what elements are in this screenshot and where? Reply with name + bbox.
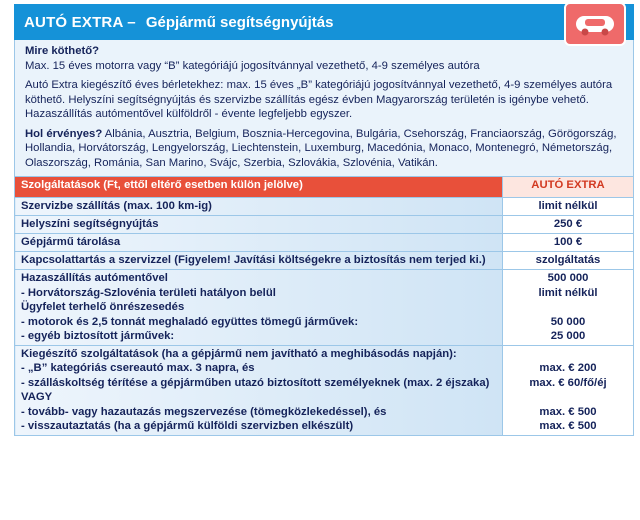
title-bar bbox=[14, 4, 634, 40]
replacement-car: - „B” kategóriás csereautó max. 3 napra, és bbox=[21, 362, 255, 374]
question-where-to-use: Mire köthető? bbox=[25, 45, 100, 57]
replacement-car-value: max. € 200 bbox=[539, 362, 597, 374]
car-icon bbox=[564, 2, 626, 46]
services-table bbox=[14, 176, 634, 436]
annual-pass-info: Autó Extra kiegészítő éves bérletekhez: max. 15 éves „B” kategóriájú jogosítvánnyal vezethető, 4-9 személyes autóra köthető. Helyszíni segítségnyújtás és szervizbe szállítás egész évben Magyarország területén is igénybe vehető. Hazaszállítás autómentővel külföldről - évente legfeljebb egyszer. bbox=[25, 79, 613, 120]
valid-countries: Albánia, Ausztria, Belgium, Bosznia-Hercegovina, Bulgária, Csehország, Franciaország, Görögország, Hollandia, Horvátország, Lengyelország, Liechtenstein, Luxemburg, Macedónia, Monaco, Montenegró, Németország, Olaszország, Románia, San Marino, Svájc, Szerbia, Szlovákia, Szlovénia, Vatikán. bbox=[25, 127, 617, 169]
deductible-heavy: - motorok és 2,5 tonnát meghaladó együttes tömegű járművek: bbox=[21, 315, 359, 328]
table-row bbox=[15, 234, 634, 252]
question-validity: Hol érvényes? bbox=[25, 127, 103, 140]
towing-limit: 500 000 bbox=[547, 272, 589, 284]
towing-title: Hazaszállítás autómentővel bbox=[21, 272, 168, 284]
table-row-towing bbox=[15, 270, 634, 346]
or-label: VAGY bbox=[21, 391, 53, 403]
towing-values bbox=[503, 270, 634, 346]
accommodation: - szálláskoltség térítése a gépjárműben utazó biztosított személyeknek (max. 2 éjszaka) bbox=[21, 376, 490, 389]
extras-title: Kiegészítő szolgáltatások (ha a gépjármű nem javítható a meghibásodás napján): bbox=[21, 347, 457, 360]
header-plan: AUTÓ EXTRA bbox=[503, 177, 634, 198]
towing-scope-limit: limit nélkül bbox=[538, 286, 598, 299]
page-subtitle: Gépjármű segítségnyújtás bbox=[145, 13, 334, 31]
onward-travel: - tovább- vagy hazautazás megszervezése (tömegközlekedéssel), és bbox=[21, 405, 387, 418]
table-header bbox=[15, 177, 634, 198]
row-label: Kapcsolattartás a szervizzel (Figyelem! Javítási költségekre a biztosítás nem terjed ki.) bbox=[15, 252, 503, 270]
extras-values bbox=[503, 345, 634, 435]
row-label: Helyszíni segítségnyújtás bbox=[15, 216, 503, 234]
deductible-heavy-value: 50 000 bbox=[550, 315, 586, 328]
deductible-other-value: 25 000 bbox=[550, 330, 586, 342]
row-label: Szervizbe szállítás (max. 100 km-ig) bbox=[15, 198, 503, 216]
extras-labels bbox=[15, 345, 503, 435]
return-travel: - visszautaztatás (ha a gépjármű külföldi szervizben elkészült) bbox=[21, 420, 354, 432]
answer-where-to-use: Max. 15 éves motorra vagy “B” kategóriájú jogosítvánnyal vezethető, 4-9 személyes autóra bbox=[25, 59, 480, 72]
row-label: Gépjármű tárolása bbox=[15, 234, 503, 252]
row-value: 100 € bbox=[503, 234, 634, 252]
table-row bbox=[15, 198, 634, 216]
intro-section bbox=[14, 40, 634, 176]
brand-title: AUTÓ EXTRA – bbox=[24, 13, 136, 31]
deductible-title: Ügyfelet terhelő önrészesedés bbox=[21, 301, 185, 313]
row-value: 250 € bbox=[503, 216, 634, 234]
table-row-extras bbox=[15, 345, 634, 435]
return-travel-value: max. € 500 bbox=[539, 420, 597, 432]
accommodation-value: max. € 60/fő/éj bbox=[529, 376, 607, 389]
header-services: Szolgáltatások (Ft, ettől eltérő esetben külön jelölve) bbox=[15, 177, 503, 198]
deductible-other: - egyéb biztosított járművek: bbox=[21, 330, 175, 342]
row-value: szolgáltatás bbox=[503, 252, 634, 270]
document-page bbox=[14, 4, 634, 436]
towing-labels bbox=[15, 270, 503, 346]
table-row bbox=[15, 252, 634, 270]
table-row bbox=[15, 216, 634, 234]
onward-travel-value: max. € 500 bbox=[539, 405, 597, 418]
row-value: limit nélkül bbox=[503, 198, 634, 216]
towing-scope: - Horvátország-Szlovénia területi hatályon belül bbox=[21, 286, 276, 299]
